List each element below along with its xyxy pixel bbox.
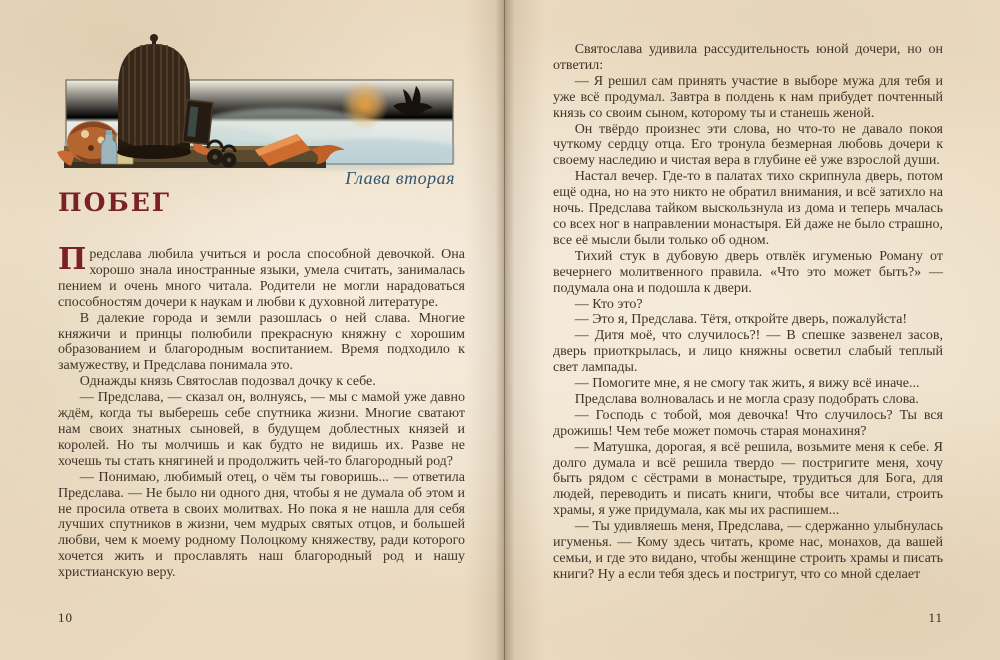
left-page-text: [58, 242, 465, 581]
paragraph: Предслава волновалась и не могла сразу подобрать слова.: [574, 391, 919, 407]
opening-paragraph: [58, 242, 465, 311]
left-page-number: 10: [58, 610, 73, 625]
paragraph: — Кто это?: [574, 296, 643, 312]
paragraph: Настал вечер. Где-то в палатах тихо скрипнула дверь, потом ещё одна, но на это никто не обратил внимания, и всё затихло на ночь. Предслава тайком выскользнула из дома и теперь мчалась со всех ног в направлении монастыря. Ей даже не было страшно, все её мысли были только об одном.: [553, 169, 943, 248]
paragraph: — Понимаю, любимый отец, о чём ты говоришь... — ответила Предслава. — Не было ни одного дня, чтобы я не думала об этом и не просила ответа в своих молитвах. Но пока я не нашла для себя лучших спутников в жизни, чем мудрых святых отцов, и большей любви, чем к моему родному Полоцкому княжеству, ради которого хочется жить и прославлять наш благородный род и нашу христианскую веру.: [58, 469, 465, 581]
chapter-title: ПОБЕГ: [58, 188, 172, 217]
cage-door: [183, 100, 213, 144]
paragraph: — Матушка, дорогая, я всё решила, возьмите меня к себе. Я долго думала и всё решила твердо — постригите меня, хочу быть рядом с сёстрами в монастыре, трудиться для Бога, для людей, переводить и писать книги, чтобы все читали, строить храмы, я уже придумала, как мы их распишем...: [553, 439, 943, 519]
paragraph: Тихий стук в дубовую дверь отвлёк игуменью Роману от вечернего молитвенного правила. «Что это может быть?» — подумала она и подошла к двери.: [553, 248, 943, 296]
page-gutter-line: [504, 0, 505, 660]
paragraph: — Господь с тобой, моя девочка! Что случилось? Ты вся дрожишь! Чем тебе может помочь старая монахиня?: [553, 407, 943, 439]
paragraph: Однажды князь Святослав подозвал дочку к себе.: [79, 374, 376, 390]
opening-paragraph-text: редслава любила учиться и росла способной девочкой. Она хорошо знала иностранные языки, умела считать, занималась пением и очень много читала. Родители не могли нарадоваться способностям дочери к наукам и любви к духовной литературе.: [58, 247, 465, 310]
paragraph: — Ты удивляешь меня, Предслава, — сдержанно улыбнулась игуменья. — Кому здесь читать, кроме нас, монахов, да вашей семьи, и где это видано, чтобы женщине строить храмы и писать книги? Ну а если тебя здесь и постригут, что со мной сделает: [553, 519, 943, 582]
paragraph: — Я решил сам принять участие в выборе мужа для тебя и уже всё продумал. Завтра в полдень к нам прибудет почтенный князь со своим сыном, которому ты и станешь женой.: [553, 73, 943, 121]
paragraph: Он твёрдо произнес эти слова, но что-то не давало покоя чуткому сердцу отца. Его тронула безмерная любовь дочери к своему наследию и чистая вера в глубине её уже взрослой души.: [553, 121, 943, 169]
paragraph: — Предслава, — сказал он, волнуясь, — мы с мамой уже давно ждём, когда ты выберешь себе спутника жизни. Многие сватают нам своих знатных сыновей, в будущем доблестных князей и королей. Но ты молчишь и как будто не видишь их. Разве не хочешь ты стать княгиней и продолжить чей-то благородный род?: [58, 390, 465, 469]
right-page-number: 11: [928, 610, 943, 625]
paragraph: — Помогите мне, я не смогу так жить, я вижу всё иначе...: [574, 376, 920, 392]
right-page-text: [553, 42, 943, 583]
chapter-illustration: [55, 26, 455, 174]
drop-cap: П: [58, 242, 87, 277]
left-page-paragraphs: [58, 311, 465, 581]
sun: [341, 81, 389, 129]
paragraph: В далекие города и земли разошлась о ней слава. Многие княжичи и принцы полюбили прекрасную княжну с хорошим образованием и благородным воспитанием. Время подходило к замужеству, и Предслава понимала это.: [58, 310, 465, 374]
paragraph: Святослава удивила рассудительность юной дочери, но он ответил:: [553, 42, 943, 73]
paragraph: — Это я, Предслава. Тётя, откройте дверь, пожалуйста!: [574, 312, 908, 328]
paragraph: — Дитя моё, что случилось?! — В спешке зазвенел засов, дверь приоткрылась, и лицо княжны осветил слабый теплый свет лампады.: [553, 328, 943, 376]
page-gutter-shadow: [465, 0, 545, 660]
chapter-label: Глава вторая: [345, 168, 455, 188]
